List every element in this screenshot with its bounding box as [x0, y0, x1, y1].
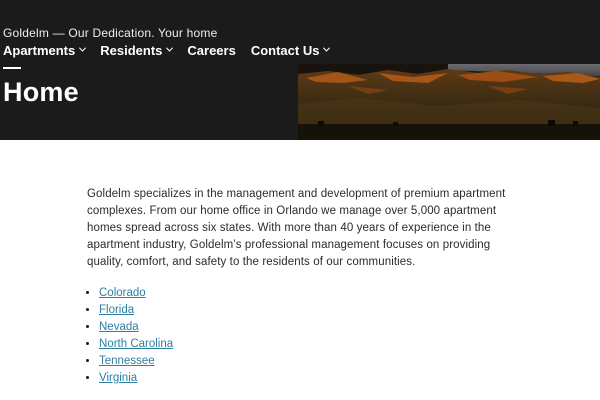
chevron-down-icon	[323, 45, 330, 52]
main-nav	[3, 43, 600, 58]
nav-label: Careers	[187, 43, 236, 58]
nav-label: Apartments	[3, 43, 76, 58]
state-link-tennessee[interactable]: Tennessee	[99, 355, 155, 367]
nav-label: Contact Us	[250, 43, 320, 58]
list-item	[99, 319, 600, 336]
chevron-down-icon	[166, 45, 173, 52]
state-links-list	[87, 285, 600, 387]
state-link-nevada[interactable]: Nevada	[99, 321, 139, 333]
site-header	[0, 0, 600, 140]
list-item	[99, 302, 600, 319]
main-content	[0, 140, 600, 387]
list-item	[99, 353, 600, 370]
nav-item-apartments[interactable]	[3, 43, 85, 58]
nav-divider-rule	[3, 67, 21, 69]
nav-item-residents[interactable]	[100, 43, 172, 58]
list-item	[99, 285, 600, 302]
state-link-north-carolina[interactable]: North Carolina	[99, 338, 174, 350]
nav-item-careers[interactable]	[187, 43, 235, 58]
site-tagline: Goldelm — Our Dedication. Your home	[3, 26, 218, 40]
list-item	[99, 336, 600, 353]
chevron-down-icon	[79, 45, 86, 52]
list-item	[99, 370, 600, 387]
nav-label: Residents	[100, 43, 163, 58]
state-link-colorado[interactable]: Colorado	[99, 287, 146, 299]
nav-item-contact-us[interactable]	[251, 43, 330, 58]
state-link-florida[interactable]: Florida	[99, 304, 135, 316]
page-title: Home	[3, 77, 79, 107]
state-link-virginia[interactable]: Virginia	[99, 372, 138, 384]
intro-paragraph: Goldelm specializes in the management and development of premium apartment complexes. From our home office in Orlando we manage over 5,000 apartment homes spread across six states. With more than 40 years of experience in the apartment industry, Goldelm’s professional management focuses on providing quality, comfort, and safety to the residents of our communities.	[87, 188, 506, 268]
